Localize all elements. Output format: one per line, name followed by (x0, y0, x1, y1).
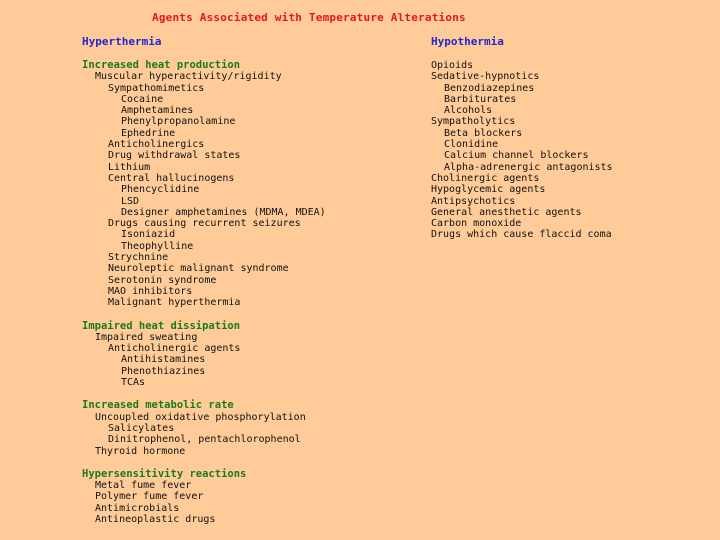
list-item: MAO inhibitors (108, 285, 193, 297)
list-item: Serotonin syndrome (108, 274, 217, 286)
hyperthermia-section (82, 321, 326, 389)
list-item: Carbon monoxide (431, 218, 522, 230)
section-item-list (82, 71, 326, 308)
list-item: Cholinergic agents (431, 172, 540, 184)
page-title: Agents Associated with Temperature Alterations (152, 11, 466, 24)
list-item: Phenylpropanolamine (121, 116, 236, 128)
hypothermia-list (431, 60, 613, 241)
list-item: Antipsychotics (431, 195, 516, 207)
list-item: Anticholinergics (108, 139, 205, 151)
list-item: Benzodiazepines (444, 82, 535, 94)
hyperthermia-heading: Hyperthermia (82, 35, 162, 48)
hyperthermia-section (82, 469, 326, 525)
list-item: Anticholinergic agents (108, 343, 241, 355)
section-item-list (82, 332, 326, 388)
list-item: Beta blockers (444, 127, 523, 139)
hyperthermia-section (82, 60, 326, 309)
list-item: Dinitrophenol, pentachlorophenol (108, 434, 301, 446)
list-item: Amphetamines (121, 105, 194, 117)
list-item: TCAs (121, 377, 146, 389)
list-item: Phencyclidine (121, 184, 200, 196)
section-heading: Hypersensitivity reactions (82, 467, 247, 480)
list-item: Clonidine (444, 139, 499, 151)
section-heading: Impaired heat dissipation (82, 319, 241, 332)
list-item: Uncoupled oxidative phosphorylation (95, 411, 306, 423)
list-item: Thyroid hormone (95, 445, 186, 457)
hyperthermia-section (82, 400, 326, 456)
list-item: Ephedrine (121, 127, 176, 139)
list-item: Barbiturates (444, 93, 517, 105)
list-item: Isoniazid (121, 229, 176, 241)
list-item: Salicylates (108, 422, 175, 434)
hyperthermia-sections (82, 60, 326, 525)
list-item: Sedative-hypnotics (431, 71, 540, 83)
list-item: Central hallucinogens (108, 172, 235, 184)
list-item: Metal fume fever (95, 480, 192, 492)
hypothermia-heading: Hypothermia (431, 35, 504, 48)
list-item: LSD (121, 195, 140, 207)
list-item: Strychnine (108, 252, 169, 264)
list-item: Opioids (431, 60, 474, 71)
list-item: Neuroleptic malignant syndrome (108, 263, 289, 275)
list-item: Antineoplastic drugs (95, 513, 216, 525)
list-item: Muscular hyperactivity/rigidity (95, 71, 282, 83)
list-item: Designer amphetamines (MDMA, MDEA) (121, 206, 326, 218)
list-item: Drugs which cause flaccid coma (431, 229, 612, 241)
list-item: Polymer fume fever (95, 491, 204, 503)
list-item: Malignant hyperthermia (108, 297, 241, 309)
section-heading: Increased metabolic rate (82, 399, 234, 412)
list-item: General anesthetic agents (431, 206, 582, 218)
hyperthermia-column (82, 36, 326, 537)
section-heading: Increased heat production (82, 59, 241, 71)
list-item: Calcium channel blockers (444, 150, 589, 162)
section-item-list (82, 412, 326, 457)
list-item: Antimicrobials (95, 502, 180, 514)
section-item-list (82, 480, 326, 525)
list-item: Sympatholytics (431, 116, 516, 128)
list-item: Hypoglycemic agents (431, 184, 546, 196)
hypothermia-column (431, 36, 613, 241)
list-item: Alpha-adrenergic antagonists (444, 161, 613, 173)
list-item: Drug withdrawal states (108, 150, 241, 162)
list-item: Antihistamines (121, 354, 206, 366)
list-item: Cocaine (121, 93, 164, 105)
list-item: Impaired sweating (95, 331, 198, 343)
list-item: Lithium (108, 161, 151, 173)
list-item: Phenothiazines (121, 365, 206, 377)
list-item: Sympathomimetics (108, 82, 205, 94)
list-item: Theophylline (121, 240, 194, 252)
list-item: Alcohols (444, 105, 493, 117)
list-item: Drugs causing recurrent seizures (108, 218, 301, 230)
